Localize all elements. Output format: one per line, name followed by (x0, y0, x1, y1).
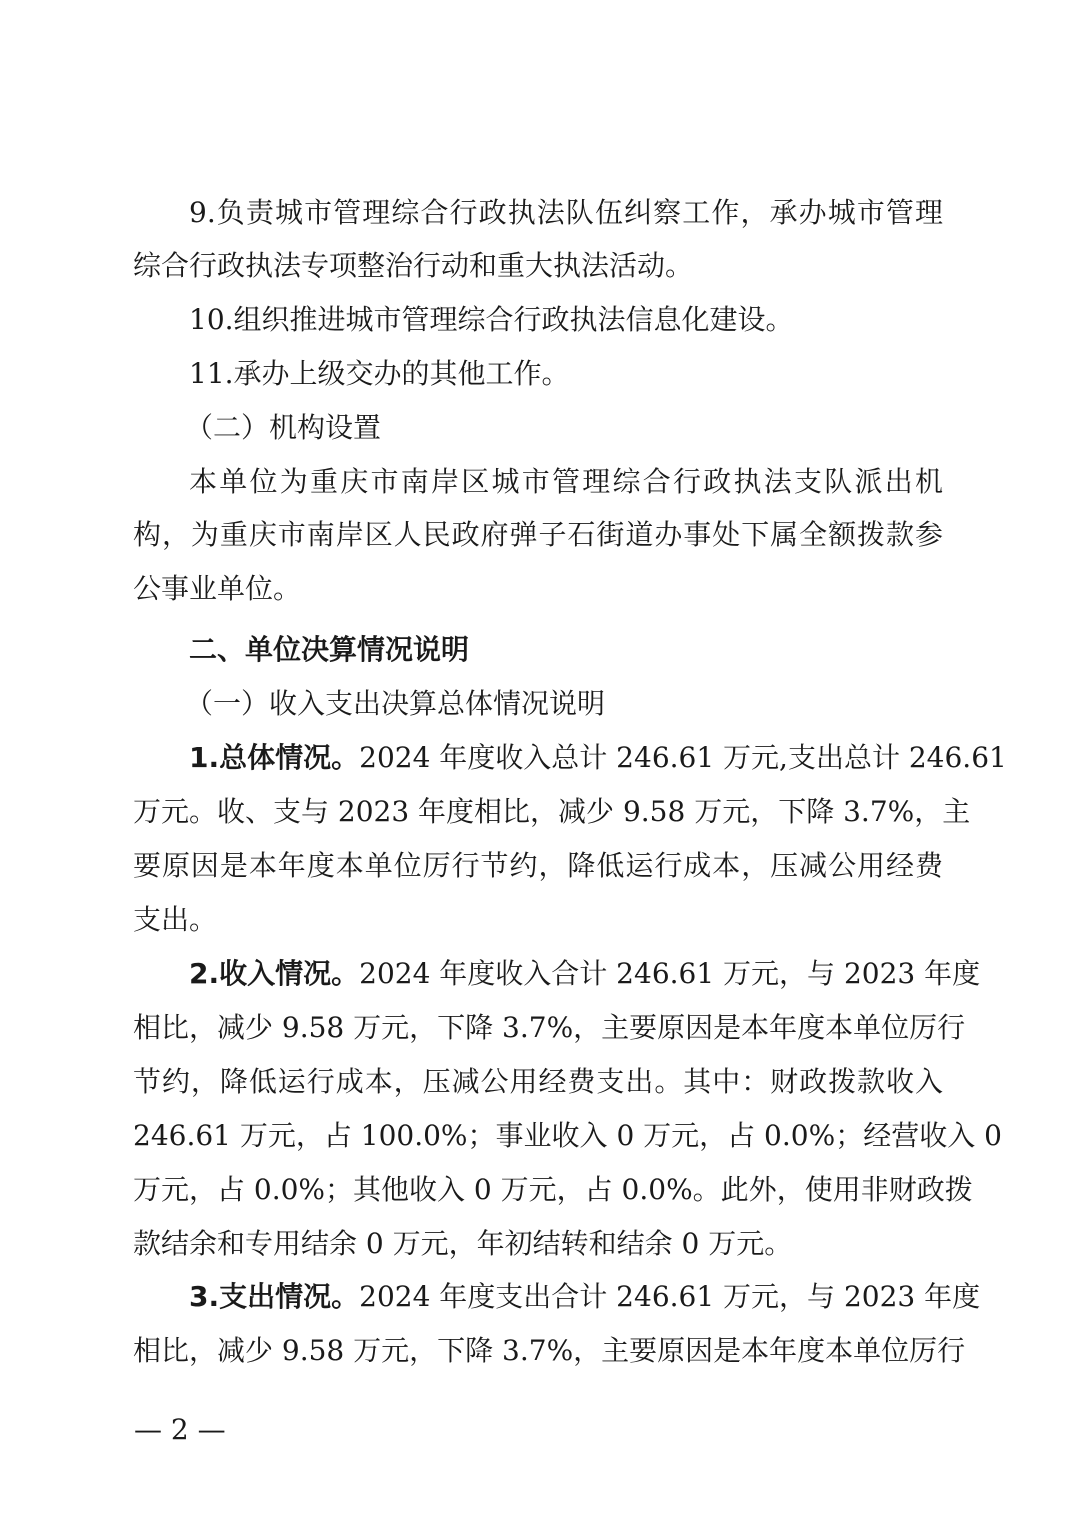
paragraph-text: 2024 年度收入合计 246.61 万元，与 2023 年度 (359, 957, 981, 990)
paragraph-line: 246.61 万元，占 100.0%；事业收入 0 万元，占 0.0%；经营收入 0 (133, 1119, 1002, 1152)
paragraph-line: 10.组织推进城市管理综合行政执法信息化建设。 (189, 303, 794, 336)
paragraph-line: 11.承办上级交办的其他工作。 (189, 357, 570, 390)
paragraph-line (189, 1279, 981, 1315)
paragraph-line: 支出。 (133, 903, 218, 936)
paragraph-line (189, 740, 1007, 776)
paragraph-line: 要原因是本年度本单位厉行节约，降低运行成本，压减公用经费 (133, 849, 943, 882)
paragraph-lead: 2.收入情况。 (189, 957, 360, 990)
paragraph-line: 本单位为重庆市南岸区城市管理综合行政执法支队派出机 (189, 465, 943, 498)
paragraph-text: 2024 年度支出合计 246.61 万元，与 2023 年度 (359, 1280, 981, 1313)
paragraph-line: 款结余和专用结余 0 万元，年初结转和结余 0 万元。 (133, 1227, 793, 1260)
paragraph-lead: 3.支出情况。 (189, 1280, 360, 1313)
paragraph-lead: 1.总体情况。 (189, 741, 360, 774)
paragraph-line: 构，为重庆市南岸区人民政府弹子石街道办事处下属全额拨款参 (133, 518, 943, 551)
page-number: — 2 — (134, 1413, 226, 1446)
paragraph-line: 公事业单位。 (133, 572, 302, 605)
subsection-heading: （二）机构设置 (185, 411, 382, 444)
subsection-heading: （一）收入支出决算总体情况说明 (185, 687, 606, 720)
paragraph-line: 节约，降低运行成本，压减公用经费支出。其中：财政拨款收入 (133, 1065, 943, 1098)
paragraph-text: 2024 年度收入总计 246.61 万元,支出总计 246.61 (359, 741, 1007, 774)
paragraph-line (189, 956, 981, 992)
paragraph-line: 综合行政执法专项整治行动和重大执法活动。 (133, 249, 694, 282)
paragraph-line: 9.负责城市管理综合行政执法队伍纠察工作，承办城市管理 (189, 196, 943, 229)
paragraph-line: 万元，占 0.0%；其他收入 0 万元，占 0.0%。此外，使用非财政拨 (133, 1173, 973, 1206)
paragraph-line: 万元。收、支与 2023 年度相比，减少 9.58 万元，下降 3.7%，主 (133, 795, 971, 828)
paragraph-line: 相比，减少 9.58 万元，下降 3.7%，主要原因是本年度本单位厉行 (133, 1334, 966, 1367)
paragraph-line: 相比，减少 9.58 万元，下降 3.7%，主要原因是本年度本单位厉行 (133, 1011, 966, 1044)
section-heading: 二、单位决算情况说明 (189, 633, 470, 666)
